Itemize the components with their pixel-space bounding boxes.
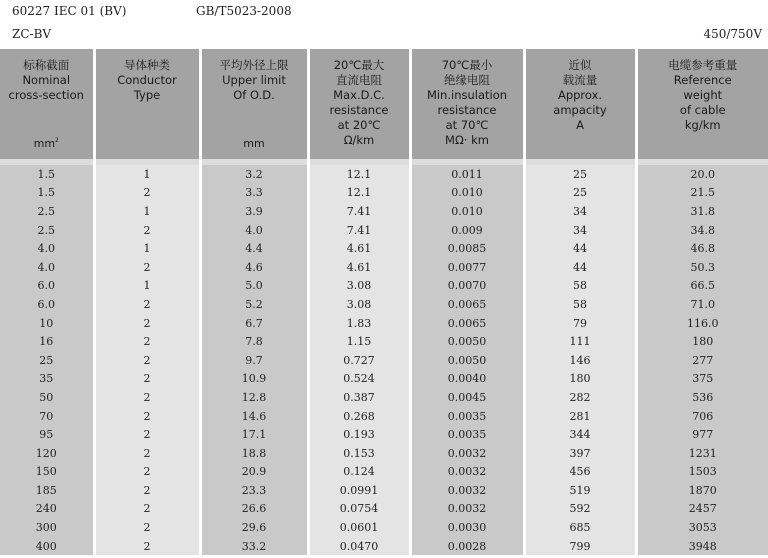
table-cell: 7.41 xyxy=(308,202,410,221)
table-row xyxy=(0,500,768,519)
table-cell: 2 xyxy=(94,481,200,500)
table-cell: 0.727 xyxy=(308,351,410,370)
table-cell: 1.5 xyxy=(0,165,94,184)
table-cell: 34 xyxy=(524,202,636,221)
table-cell: 31.8 xyxy=(636,202,768,221)
table-cell: 2 xyxy=(94,351,200,370)
header-line: Approx. xyxy=(557,88,603,102)
table-cell: 10 xyxy=(0,314,94,333)
table-cell: 375 xyxy=(636,370,768,389)
header-unit-text: mm xyxy=(33,137,56,150)
table-cell: 17.1 xyxy=(200,425,308,444)
table-cell: 0.0085 xyxy=(410,239,524,258)
header-line: 载流量 xyxy=(562,73,598,87)
col-approx-ampacity-header xyxy=(524,49,636,159)
header-line: Conductor xyxy=(117,73,177,87)
table-cell: 6.7 xyxy=(200,314,308,333)
table-row xyxy=(0,463,768,482)
table-row xyxy=(0,425,768,444)
table-cell: 456 xyxy=(524,463,636,482)
header-line: 标称截面 xyxy=(23,58,70,72)
table-cell: 7.8 xyxy=(200,332,308,351)
table-cell: 16 xyxy=(0,332,94,351)
table-cell: 180 xyxy=(524,370,636,389)
header-line: at 20℃ xyxy=(337,118,381,132)
header-line: Min.insulation xyxy=(426,88,508,102)
table-cell: 977 xyxy=(636,425,768,444)
table-cell: 240 xyxy=(0,500,94,519)
table-cell: 0.0991 xyxy=(308,481,410,500)
table-cell: 2 xyxy=(94,407,200,426)
table-cell: 120 xyxy=(0,444,94,463)
table-cell: 1231 xyxy=(636,444,768,463)
table-cell: 0.193 xyxy=(308,425,410,444)
table-row xyxy=(0,537,768,556)
table-cell: 1 xyxy=(94,239,200,258)
table-cell: 180 xyxy=(636,332,768,351)
table-cell: 4.4 xyxy=(200,239,308,258)
table-cell: 150 xyxy=(0,463,94,482)
table-cell: 116.0 xyxy=(636,314,768,333)
cable-spec-table xyxy=(0,49,768,555)
table-cell: 1.15 xyxy=(308,332,410,351)
table-cell: 799 xyxy=(524,537,636,556)
table-cell: 0.0050 xyxy=(410,332,524,351)
table-cell: 3.2 xyxy=(200,165,308,184)
header-line: 平均外径上限 xyxy=(219,58,289,72)
table-cell: 70 xyxy=(0,407,94,426)
table-cell: 0.0032 xyxy=(410,481,524,500)
table-cell: 2 xyxy=(94,295,200,314)
table-cell: 2 xyxy=(94,537,200,556)
table-cell: 1 xyxy=(94,277,200,296)
table-cell: 0.0065 xyxy=(410,314,524,333)
table-body xyxy=(0,159,768,555)
table-cell: 20.9 xyxy=(200,463,308,482)
header-line: 近似 xyxy=(568,58,592,72)
table-cell: 21.5 xyxy=(636,184,768,203)
header-line: resistance xyxy=(329,103,389,117)
table-cell: 685 xyxy=(524,518,636,537)
table-cell: 3053 xyxy=(636,518,768,537)
table-cell: 4.6 xyxy=(200,258,308,277)
table-cell: 0.387 xyxy=(308,388,410,407)
table-cell: 2 xyxy=(94,184,200,203)
table-header xyxy=(0,49,768,159)
table-cell: 44 xyxy=(524,258,636,277)
table-cell: 58 xyxy=(524,295,636,314)
table-row xyxy=(0,332,768,351)
table-cell: 33.2 xyxy=(200,537,308,556)
table-cell: 4.61 xyxy=(308,239,410,258)
table-cell: 2 xyxy=(94,314,200,333)
table-cell: 0.0050 xyxy=(410,351,524,370)
header-line: cross-section xyxy=(8,88,84,102)
col-max-dc-resistance-header xyxy=(308,49,410,159)
table-cell: 1.83 xyxy=(308,314,410,333)
table-cell: 592 xyxy=(524,500,636,519)
table-cell: 3.08 xyxy=(308,277,410,296)
header-line: weight xyxy=(683,88,723,102)
table-row xyxy=(0,388,768,407)
table-cell: 4.0 xyxy=(0,258,94,277)
table-cell: 14.6 xyxy=(200,407,308,426)
table-cell: 0.153 xyxy=(308,444,410,463)
gb-standard-label: GB/T5023-2008 xyxy=(196,4,292,18)
table-cell: 0.124 xyxy=(308,463,410,482)
table-cell: 2 xyxy=(94,500,200,519)
table-cell: 9.7 xyxy=(200,351,308,370)
table-cell: 0.0754 xyxy=(308,500,410,519)
table-cell: 146 xyxy=(524,351,636,370)
header-unit xyxy=(0,133,93,151)
table-cell: 5.0 xyxy=(200,277,308,296)
table-cell: 536 xyxy=(636,388,768,407)
header-line: 20℃最大 xyxy=(333,58,385,72)
table-cell: 0.0070 xyxy=(410,277,524,296)
table-row xyxy=(0,239,768,258)
table-cell: 3.9 xyxy=(200,202,308,221)
table-cell: 185 xyxy=(0,481,94,500)
table-cell: 0.268 xyxy=(308,407,410,426)
voltage-label: 450/750V xyxy=(703,27,762,41)
table-cell: 3.08 xyxy=(308,295,410,314)
table-cell: 26.6 xyxy=(200,500,308,519)
table-row xyxy=(0,202,768,221)
header-line: Type xyxy=(133,88,161,102)
standard-label: 60227 IEC 01 (BV) xyxy=(12,4,127,18)
col-reference-weight-header xyxy=(636,49,768,159)
table-row xyxy=(0,258,768,277)
table-cell: 25 xyxy=(524,184,636,203)
table-cell: 3.3 xyxy=(200,184,308,203)
header-line: Nominal xyxy=(22,73,71,87)
table-cell: 2 xyxy=(94,518,200,537)
table-cell: 50 xyxy=(0,388,94,407)
table-cell: 25 xyxy=(524,165,636,184)
table-cell: 2 xyxy=(94,425,200,444)
table-cell: 34.8 xyxy=(636,221,768,240)
table-cell: 25 xyxy=(0,351,94,370)
table-cell: 0.010 xyxy=(410,184,524,203)
header-line: 导体种类 xyxy=(124,58,170,72)
table-cell: 95 xyxy=(0,425,94,444)
table-cell: 111 xyxy=(524,332,636,351)
table-cell: 2457 xyxy=(636,500,768,519)
table-row xyxy=(0,295,768,314)
header-line: Upper limit xyxy=(222,73,286,87)
table-cell: 0.010 xyxy=(410,202,524,221)
table-cell: 2 xyxy=(94,332,200,351)
table-cell: 2 xyxy=(94,258,200,277)
table-row xyxy=(0,444,768,463)
table-cell: 18.8 xyxy=(200,444,308,463)
table-cell: 58 xyxy=(524,277,636,296)
table-cell: 6.0 xyxy=(0,277,94,296)
table-cell: 0.011 xyxy=(410,165,524,184)
table-cell: 706 xyxy=(636,407,768,426)
table-cell: 5.2 xyxy=(200,295,308,314)
table-cell: 2 xyxy=(94,370,200,389)
table-cell: 282 xyxy=(524,388,636,407)
table-cell: 0.0032 xyxy=(410,444,524,463)
col-conductor-type-header xyxy=(94,49,200,159)
table-cell: 300 xyxy=(0,518,94,537)
header-line: 直流电阻 xyxy=(336,73,382,87)
table-cell: 0.0032 xyxy=(410,463,524,482)
table-cell: 0.0045 xyxy=(410,388,524,407)
header-unit-text: mm xyxy=(243,137,265,150)
table-cell: 4.0 xyxy=(200,221,308,240)
table-cell: 2 xyxy=(94,388,200,407)
header-line: 绝缘电阻 xyxy=(444,73,490,87)
table-cell: 71.0 xyxy=(636,295,768,314)
table-cell: 281 xyxy=(524,407,636,426)
header-line: of cable xyxy=(679,103,726,117)
table-row xyxy=(0,277,768,296)
table-cell: 1870 xyxy=(636,481,768,500)
table-cell: 519 xyxy=(524,481,636,500)
table-cell: 0.0035 xyxy=(410,425,524,444)
table-cell: 23.3 xyxy=(200,481,308,500)
table-row xyxy=(0,370,768,389)
header-line: Reference xyxy=(673,73,732,87)
table-cell: 277 xyxy=(636,351,768,370)
table-row xyxy=(0,351,768,370)
header-line: A xyxy=(576,118,584,132)
table-cell: 2.5 xyxy=(0,202,94,221)
header-line: Max.D.C. xyxy=(333,88,385,102)
table-cell: 6.0 xyxy=(0,295,94,314)
table-cell: 1 xyxy=(94,202,200,221)
table-cell: 50.3 xyxy=(636,258,768,277)
header-unit xyxy=(202,136,307,151)
table-cell: 0.0601 xyxy=(308,518,410,537)
table-cell: 0.0032 xyxy=(410,500,524,519)
table-cell: 0.009 xyxy=(410,221,524,240)
table-cell: 1.5 xyxy=(0,184,94,203)
table-row xyxy=(0,165,768,184)
model-label: ZC-BV xyxy=(12,27,52,41)
table-row xyxy=(0,481,768,500)
table-cell: 3948 xyxy=(636,537,768,556)
table-cell: 0.0470 xyxy=(308,537,410,556)
header-line: kg/km xyxy=(684,118,721,132)
header-line: 70℃最小 xyxy=(441,58,493,72)
table-row xyxy=(0,221,768,240)
table-cell: 12.1 xyxy=(308,184,410,203)
table-cell: 1 xyxy=(94,165,200,184)
table-cell: 10.9 xyxy=(200,370,308,389)
table-cell: 12.1 xyxy=(308,165,410,184)
table-cell: 4.0 xyxy=(0,239,94,258)
table-cell: 0.524 xyxy=(308,370,410,389)
header-unit-superscript: 2 xyxy=(55,137,59,144)
table-cell: 29.6 xyxy=(200,518,308,537)
table-row xyxy=(0,184,768,203)
table-cell: 2 xyxy=(94,463,200,482)
col-upper-limit-od-header xyxy=(200,49,308,159)
table-cell: 1503 xyxy=(636,463,768,482)
table-cell: 66.5 xyxy=(636,277,768,296)
table-row xyxy=(0,518,768,537)
table-cell: 400 xyxy=(0,537,94,556)
table-cell: 44 xyxy=(524,239,636,258)
table-cell: 0.0030 xyxy=(410,518,524,537)
header-line: Of O.D. xyxy=(233,88,275,102)
table-cell: 0.0077 xyxy=(410,258,524,277)
table-cell: 12.8 xyxy=(200,388,308,407)
table-cell: 35 xyxy=(0,370,94,389)
table-row xyxy=(0,314,768,333)
table-cell: 0.0028 xyxy=(410,537,524,556)
table-cell: 34 xyxy=(524,221,636,240)
table-cell: 344 xyxy=(524,425,636,444)
header-line: ampacity xyxy=(553,103,607,117)
header-line: Ω/km xyxy=(343,133,375,147)
table-cell: 0.0040 xyxy=(410,370,524,389)
table-cell: 397 xyxy=(524,444,636,463)
col-min-insulation-resistance-header xyxy=(410,49,524,159)
table-cell: 20.0 xyxy=(636,165,768,184)
table-cell: 0.0035 xyxy=(410,407,524,426)
header-line: at 70℃ xyxy=(445,118,489,132)
table-cell: 2 xyxy=(94,444,200,463)
table-cell: 2 xyxy=(94,221,200,240)
table-cell: 0.0065 xyxy=(410,295,524,314)
table-cell: 46.8 xyxy=(636,239,768,258)
header-line: 电缆参考重量 xyxy=(668,58,738,72)
table-cell: 79 xyxy=(524,314,636,333)
header-line: MΩ· km xyxy=(445,133,489,147)
table-cell: 7.41 xyxy=(308,221,410,240)
col-nominal-cross-section-header xyxy=(0,49,94,159)
table-cell: 2.5 xyxy=(0,221,94,240)
table-row xyxy=(0,407,768,426)
table-cell: 4.61 xyxy=(308,258,410,277)
header-line: resistance xyxy=(437,103,497,117)
